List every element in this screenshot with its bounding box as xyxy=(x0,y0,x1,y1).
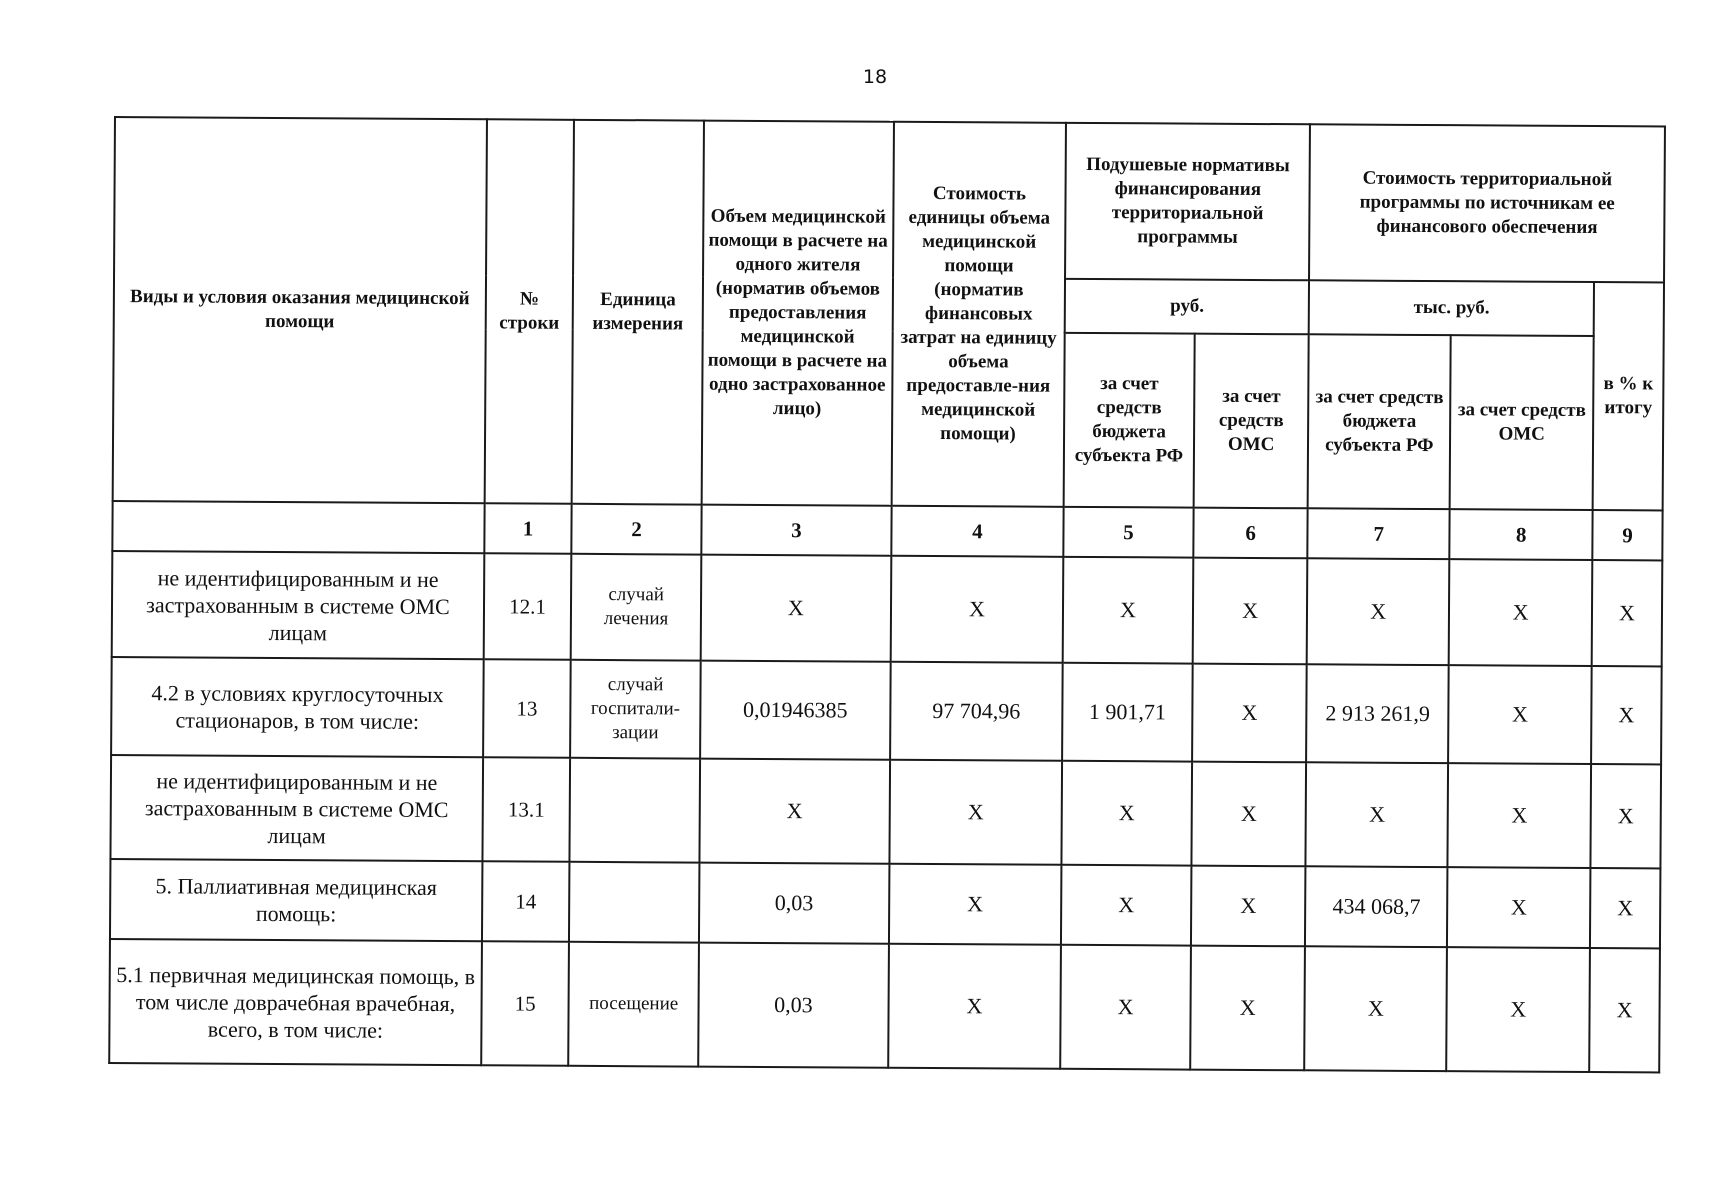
cell-oms-rub: X xyxy=(1191,762,1306,867)
table-row xyxy=(109,939,1660,1072)
table-row xyxy=(111,657,1662,764)
row-label: не идентифицированным и не застрахованным в системе ОМС лицам xyxy=(112,551,485,659)
cell-budget-thous: X xyxy=(1305,946,1448,1071)
cell-budget-thous: X xyxy=(1307,558,1449,665)
header-unit: Единица измерения xyxy=(572,120,704,505)
header-program-cost: Стоимость территориальной программы по источникам ее финансового обеспечения xyxy=(1309,124,1665,282)
row-code: 15 xyxy=(481,941,569,1066)
cell-budget-thous: 434 068,7 xyxy=(1305,866,1447,947)
column-number: 2 xyxy=(572,504,702,555)
header-rub: руб. xyxy=(1065,279,1310,334)
row-code: 14 xyxy=(482,861,570,942)
cell-budget-rub: X xyxy=(1061,865,1191,946)
header-oms-thous: за счет средств ОМС xyxy=(1450,335,1594,510)
cell-oms-rub: X xyxy=(1191,866,1306,947)
column-number: 1 xyxy=(484,503,572,554)
cell-budget-thous: 2 913 261,9 xyxy=(1306,664,1448,763)
cell-cost-unit: 97 704,96 xyxy=(890,662,1063,761)
cell-volume: X xyxy=(699,759,889,864)
cell-percent: X xyxy=(1591,666,1662,764)
cell-budget-rub: X xyxy=(1062,761,1192,866)
column-number: 9 xyxy=(1592,510,1662,560)
row-unit: случай лечения xyxy=(571,554,701,661)
header-percent: в % к итогу xyxy=(1593,282,1664,510)
row-unit: посещение xyxy=(568,942,699,1067)
header-types: Виды и условия оказания медицинской помощи xyxy=(113,117,487,503)
cell-volume: 0,03 xyxy=(699,863,889,944)
cell-oms-thous: X xyxy=(1448,763,1592,868)
table-row xyxy=(112,551,1663,666)
cell-volume: 0,03 xyxy=(698,943,889,1068)
table-row xyxy=(110,755,1661,868)
document-sheet xyxy=(108,116,1666,1073)
header-cost-unit: Стоимость единицы объема медицинской помощи (норматив финансовых затрат на единицу объема предоставле-ния медицинской помощи) xyxy=(891,122,1066,507)
cell-cost-unit: X xyxy=(889,760,1062,865)
cell-budget-rub: X xyxy=(1060,945,1191,1070)
cell-oms-rub: X xyxy=(1190,946,1305,1071)
cell-cost-unit: X xyxy=(889,864,1062,945)
column-number xyxy=(112,501,484,553)
header-thous-rub: тыс. руб. xyxy=(1309,280,1594,336)
header-per-capita: Подушевые нормативы финансирования территориальной программы xyxy=(1065,123,1310,280)
row-label: 5. Паллиативная медицинская помощь: xyxy=(110,859,482,941)
column-number: 5 xyxy=(1063,507,1193,558)
cell-oms-rub: X xyxy=(1192,664,1307,763)
cell-percent: X xyxy=(1590,868,1660,948)
column-number: 8 xyxy=(1450,509,1593,560)
cell-cost-unit: X xyxy=(888,944,1061,1069)
column-number: 6 xyxy=(1193,508,1308,559)
cell-oms-thous: X xyxy=(1446,947,1590,1072)
row-unit xyxy=(570,758,700,863)
table-row xyxy=(110,859,1660,948)
row-code: 12.1 xyxy=(484,553,572,660)
cell-budget-rub: X xyxy=(1063,557,1193,664)
header-budget-rf-thous: за счет средств бюджета субъекта РФ xyxy=(1308,334,1451,509)
cell-budget-rub: 1 901,71 xyxy=(1062,663,1192,762)
cell-percent: X xyxy=(1589,948,1660,1072)
row-code: 13 xyxy=(483,659,571,758)
cell-budget-thous: X xyxy=(1306,762,1448,867)
cell-volume: X xyxy=(701,555,891,662)
cell-percent: X xyxy=(1591,764,1662,868)
cell-cost-unit: X xyxy=(890,556,1063,663)
cell-oms-thous: X xyxy=(1448,665,1591,764)
row-label: не идентифицированным и не застрахованным в системе ОМС лицам xyxy=(110,755,483,861)
row-label: 5.1 первичная медицинская помощь, в том числе доврачебная врачебная, всего, в том числе: xyxy=(109,939,482,1065)
column-number: 7 xyxy=(1308,508,1450,559)
cell-oms-rub: X xyxy=(1193,558,1308,665)
cell-percent: X xyxy=(1592,560,1663,666)
cell-oms-thous: X xyxy=(1447,867,1590,948)
cell-volume: 0,01946385 xyxy=(700,661,890,760)
cell-oms-thous: X xyxy=(1449,559,1593,666)
row-code: 13.1 xyxy=(482,757,570,862)
row-unit: случай госпитали-зации xyxy=(570,660,700,759)
header-volume: Объем медицинской помощи в расчете на одного жителя (норматив объемов предоставления медицинской помощи в расчете на одно застрахованное лицо) xyxy=(702,121,894,506)
financing-table xyxy=(108,116,1666,1073)
header-oms: за счет средств ОМС xyxy=(1194,334,1310,509)
column-number: 4 xyxy=(891,506,1064,557)
page-number: 18 xyxy=(862,66,888,88)
header-row-no: № строки xyxy=(485,119,575,504)
column-number: 3 xyxy=(701,505,891,556)
header-budget-rf: за счет средств бюджета субъекта РФ xyxy=(1064,333,1195,508)
row-unit xyxy=(569,862,699,943)
row-label: 4.2 в условиях круглосуточных стационаров, в том числе: xyxy=(111,657,484,757)
